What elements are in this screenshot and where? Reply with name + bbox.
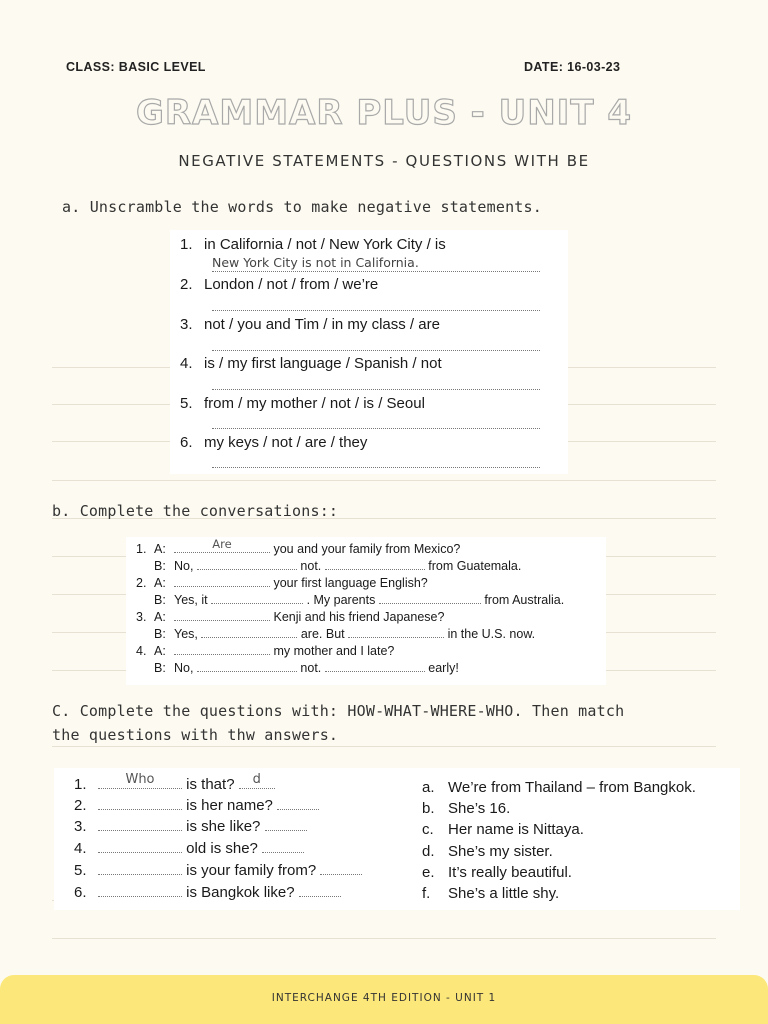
ruled-line <box>52 480 716 481</box>
blank[interactable] <box>98 820 182 831</box>
answer-item <box>422 799 510 819</box>
question-item <box>74 772 275 795</box>
answer-line[interactable] <box>212 350 540 351</box>
item-number: 6. <box>74 884 87 901</box>
line-text: your first language English? <box>273 576 428 590</box>
answer-text: She’s a little shy. <box>448 885 560 902</box>
item-number: 5. <box>180 395 193 412</box>
exercise-item <box>180 395 425 412</box>
conversation-line <box>136 660 459 676</box>
question-text: is Bangkok like? <box>186 884 295 901</box>
line-text: Yes, it <box>174 593 208 607</box>
handwritten-answer[interactable]: New York City is not in California. <box>212 255 419 270</box>
match-blank[interactable] <box>265 820 307 831</box>
answer-text: Her name is Nittaya. <box>448 821 584 838</box>
match-blank[interactable] <box>239 772 275 789</box>
speaker-label: B: <box>154 559 166 573</box>
line-text: No, <box>174 559 194 573</box>
answer-item <box>422 884 559 904</box>
blank[interactable] <box>201 627 297 638</box>
item-number: 1. <box>136 542 147 556</box>
item-number: 1. <box>180 236 193 253</box>
section-a-list <box>180 234 560 474</box>
ruled-line <box>52 746 716 747</box>
speaker-label: A: <box>154 576 166 590</box>
blank[interactable] <box>197 559 297 570</box>
exercise-item <box>180 276 378 293</box>
item-number: 3. <box>74 818 87 835</box>
question-text: old is she? <box>186 840 258 857</box>
match-blank[interactable] <box>320 864 362 875</box>
speaker-label: B: <box>154 627 166 641</box>
question-item <box>74 861 362 881</box>
handwritten-answer: Are <box>212 537 232 551</box>
date-label: DATE: 16-03-23 <box>524 60 621 74</box>
blank[interactable] <box>174 537 270 553</box>
line-text: Kenji and his friend Japanese? <box>273 610 445 624</box>
answer-text: It’s really beautiful. <box>448 864 572 881</box>
section-a-panel <box>170 230 568 474</box>
section-c-panel <box>54 768 740 910</box>
section-b-panel <box>126 537 606 685</box>
answer-item <box>422 778 696 798</box>
conversation-line <box>136 626 535 642</box>
answer-item <box>422 842 553 862</box>
answer-line[interactable] <box>212 310 540 311</box>
blank[interactable] <box>174 610 270 621</box>
blank[interactable] <box>174 576 270 587</box>
blank[interactable] <box>348 627 444 638</box>
exercise-item <box>180 355 442 372</box>
blank[interactable] <box>174 644 270 655</box>
line-text: early! <box>428 661 459 675</box>
section-b-instruction: b. Complete the conversations:: <box>52 502 339 520</box>
class-label: CLASS: BASIC LEVEL <box>66 60 206 74</box>
item-number: 2. <box>180 276 193 293</box>
item-prompt: from / my mother / not / is / Seoul <box>204 395 425 412</box>
conversation-line <box>136 592 564 608</box>
question-text: is her name? <box>186 797 273 814</box>
conversation-list <box>136 537 606 681</box>
ruled-line <box>52 938 716 939</box>
handwritten-answer: Who <box>125 772 155 787</box>
footer-text: INTERCHANGE 4TH EDITION - UNIT 1 <box>271 992 497 1004</box>
blank[interactable] <box>98 864 182 875</box>
section-c-instruction-continued: the questions with thw answers. <box>52 726 339 744</box>
item-number: 4. <box>74 840 87 857</box>
blank[interactable] <box>379 593 481 604</box>
question-text: is she like? <box>186 818 261 835</box>
answer-text: We’re from Thailand – from Bangkok. <box>448 779 696 796</box>
answer-letter: d. <box>422 843 435 860</box>
blank[interactable] <box>98 842 182 853</box>
item-prompt: my keys / not / are / they <box>204 434 368 451</box>
blank[interactable] <box>98 799 182 810</box>
blank[interactable] <box>98 772 182 789</box>
question-text: is your family from? <box>186 862 317 879</box>
conversation-line <box>136 558 521 574</box>
line-text: you and your family from Mexico? <box>273 542 461 556</box>
conversation-line <box>136 609 444 625</box>
page-subtitle: NEGATIVE STATEMENTS - QUESTIONS WITH BE <box>178 152 590 170</box>
conversation-line <box>136 537 461 557</box>
conversation-line <box>136 575 428 591</box>
speaker-label: A: <box>154 644 166 658</box>
answer-letter: c. <box>422 821 434 838</box>
blank[interactable] <box>325 559 425 570</box>
question-item <box>74 796 319 816</box>
item-number: 2. <box>136 576 147 590</box>
answer-letter: a. <box>422 779 435 796</box>
item-number: 6. <box>180 434 193 451</box>
exercise-item <box>180 434 367 451</box>
handwritten-answer: d <box>252 772 261 787</box>
line-text: from Australia. <box>484 593 565 607</box>
speaker-label: B: <box>154 661 166 675</box>
speaker-label: B: <box>154 593 166 607</box>
item-number: 3. <box>136 610 147 624</box>
blank[interactable] <box>197 661 297 672</box>
line-text: are. But <box>300 627 345 641</box>
question-item <box>74 883 341 903</box>
answer-letter: f. <box>422 885 431 902</box>
line-text: Yes, <box>174 627 198 641</box>
section-c-instruction: C. Complete the questions with: HOW-WHAT-WHERE-WHO. Then match <box>52 702 625 720</box>
item-number: 5. <box>74 862 87 879</box>
answer-line[interactable] <box>212 271 540 272</box>
item-prompt: is / my first language / Spanish / not <box>204 355 442 372</box>
answer-text: She’s 16. <box>448 800 511 817</box>
speaker-label: A: <box>154 610 166 624</box>
line-text: not. <box>300 559 322 573</box>
line-text: . My parents <box>306 593 376 607</box>
item-number: 3. <box>180 316 193 333</box>
answer-text: She’s my sister. <box>448 843 553 860</box>
blank[interactable] <box>98 886 182 897</box>
item-number: 4. <box>136 644 147 658</box>
answer-line[interactable] <box>212 467 540 468</box>
match-blank[interactable] <box>277 799 319 810</box>
question-item <box>74 817 307 837</box>
conversation-line <box>136 643 394 659</box>
answer-line[interactable] <box>212 428 540 429</box>
line-text: No, <box>174 661 194 675</box>
item-prompt: not / you and Tim / in my class / are <box>204 316 440 333</box>
question-text: is that? <box>186 776 235 793</box>
item-prompt: London / not / from / we’re <box>204 276 379 293</box>
answer-line[interactable] <box>212 389 540 390</box>
item-number: 1. <box>74 776 87 793</box>
exercise-item <box>180 316 440 333</box>
page-title: GRAMMAR PLUS - UNIT 4 <box>135 93 633 133</box>
answer-item <box>422 863 572 883</box>
answer-item <box>422 820 584 840</box>
line-text: my mother and I late? <box>273 644 395 658</box>
match-blank[interactable] <box>299 886 341 897</box>
blank[interactable] <box>211 593 303 604</box>
item-prompt: in California / not / New York City / is <box>204 236 446 253</box>
answer-letter: e. <box>422 864 435 881</box>
blank[interactable] <box>325 661 425 672</box>
question-item <box>74 839 304 859</box>
exercise-item <box>180 236 446 253</box>
match-blank[interactable] <box>262 842 304 853</box>
line-text: from Guatemala. <box>428 559 522 573</box>
line-text: in the U.S. now. <box>447 627 536 641</box>
item-number: 2. <box>74 797 87 814</box>
line-text: not. <box>300 661 322 675</box>
item-number: 4. <box>180 355 193 372</box>
answer-letter: b. <box>422 800 435 817</box>
speaker-label: A: <box>154 542 166 556</box>
section-a-instruction: a. Unscramble the words to make negative statements. <box>62 198 542 216</box>
